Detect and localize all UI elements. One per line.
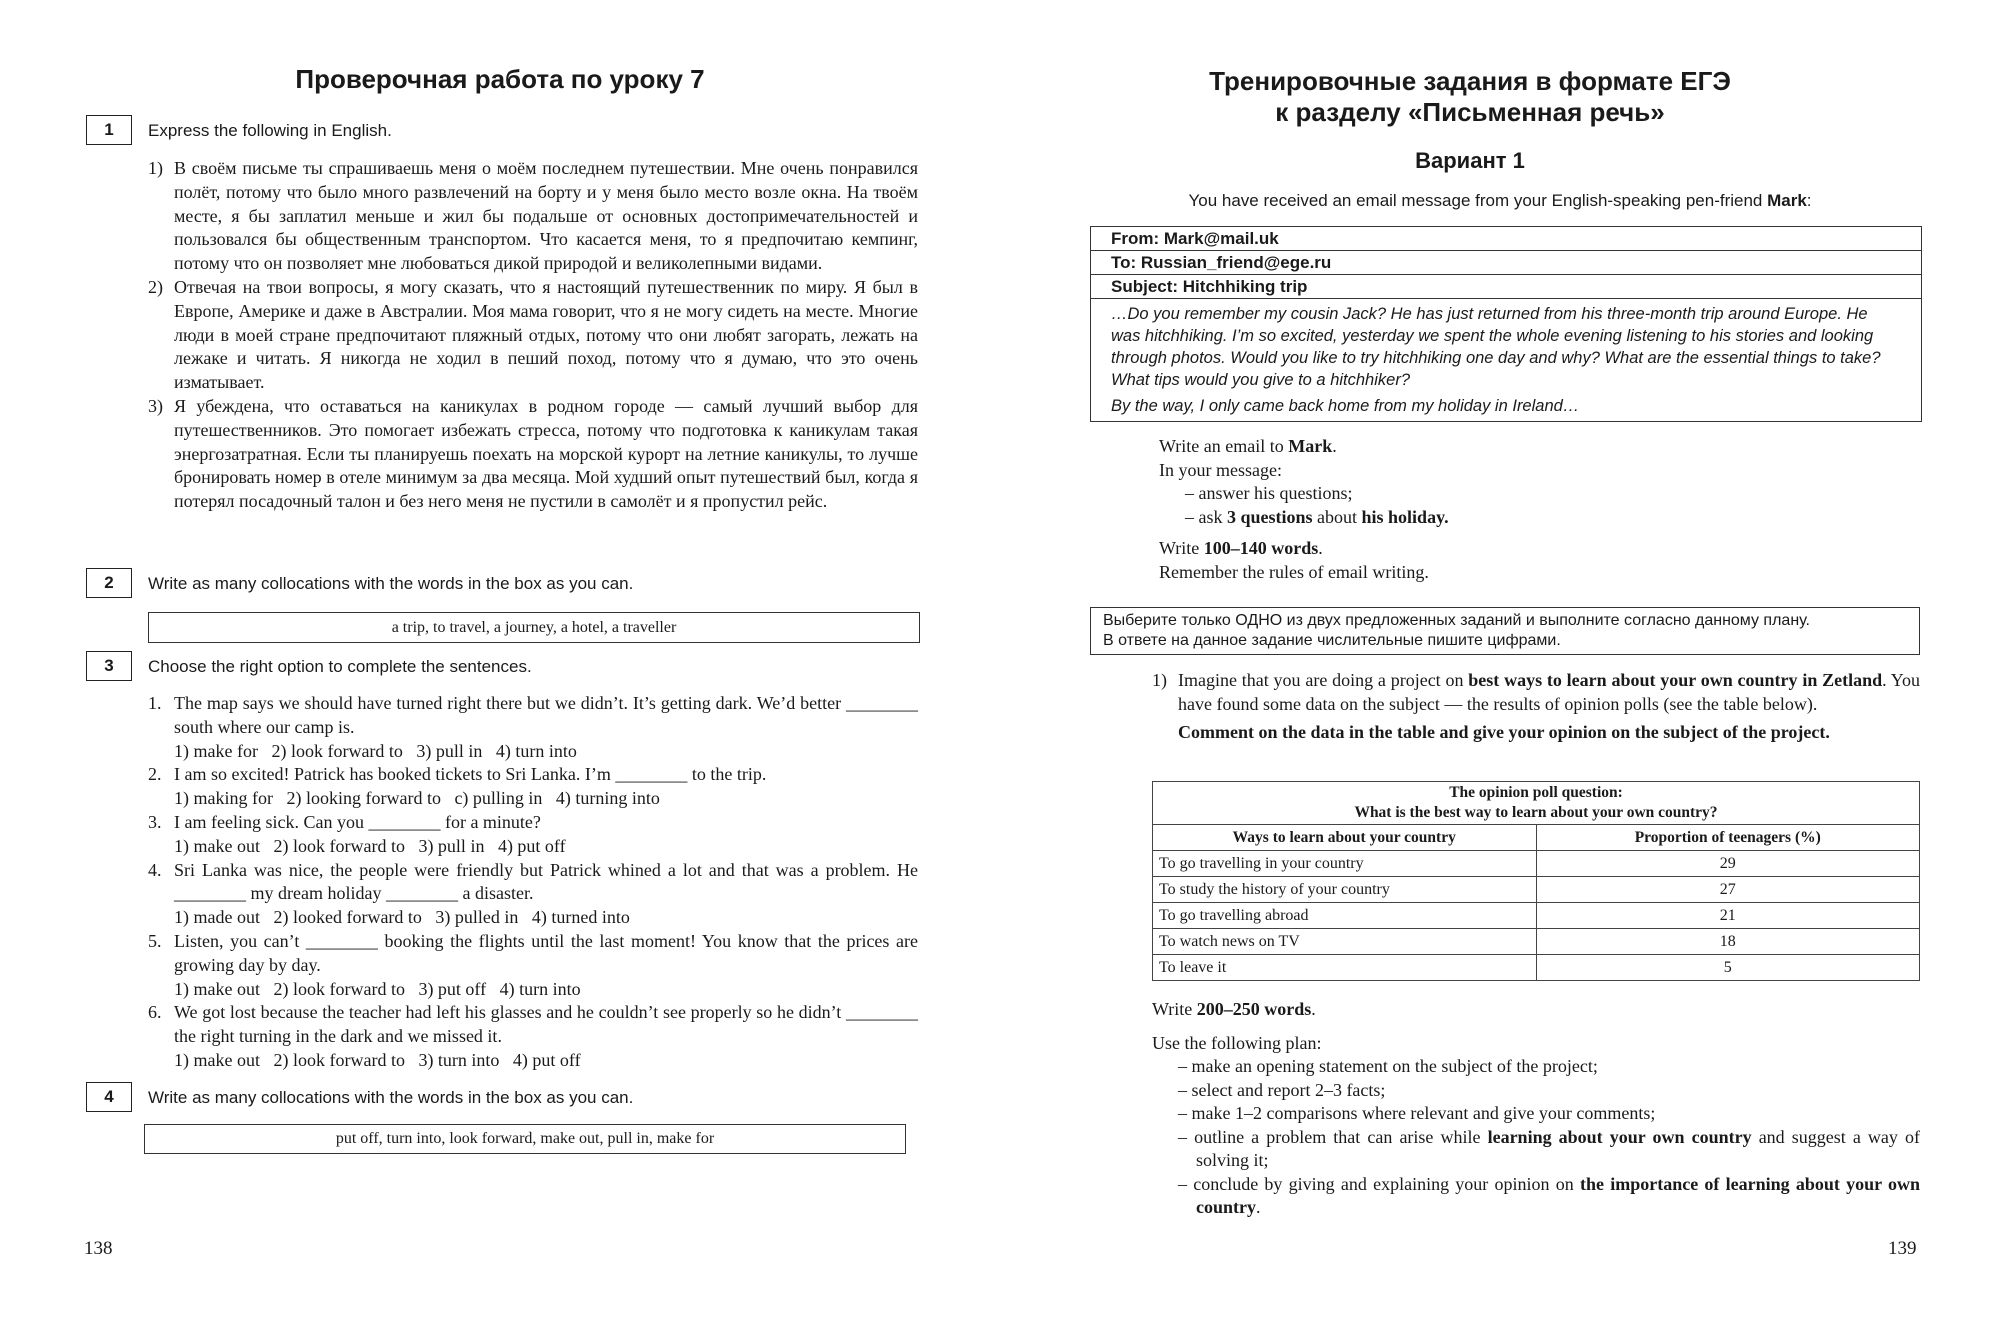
question-item: 5. Listen, you can’t ________ booking the flights until the last moment! You know that the prices are growing day by day. 1) make out 2) look forward to 3) put off 4) turn into: [148, 930, 918, 999]
question-item: 1. The map says we should have turned right there but we didn’t. It’s getting dark. We’d better ________ south where our camp is. 1) make for 2) look forward to 3) pull in 4) turn into: [148, 693, 918, 761]
page-number: 139: [1888, 1238, 1917, 1259]
task4-instruction: Write as many collocations with the words in the box as you can.: [148, 1088, 634, 1107]
task-number-4: 4: [86, 1082, 132, 1112]
task-number-3: 3: [86, 651, 132, 681]
task-number-1: 1: [86, 115, 132, 145]
email-instructions: Write an email to Mark. In your message: – answer his questions; – ask 3 questions about his holiday. Write 100–140 words. Remember the rules of email writing.: [1159, 436, 1449, 582]
list-item: 3) Я убеждена, что оставаться на каникулах в родном городе — самый лучший выбор для путешественников. Это помогает избежать стресса, потому что подготовка к каникулам такая энергозатратная. Если ты планируешь поехать на морской курорт на летние каникулы, то лучше бронировать номер в отеле минимум за два месяца. Мой худший опыт путешествий был, когда я потерял посадочный талон и без него меня не пустили в самолёт и я пропустил рейс.: [148, 395, 918, 512]
opinion-poll-table: [1152, 781, 1920, 981]
email-subject: Subject: Hitchhiking trip: [1091, 275, 1921, 299]
collocation-box-2: a trip, to travel, a journey, a hotel, a traveller: [148, 612, 920, 643]
table-row: To leave it 5: [1153, 955, 1920, 981]
table-row: To watch news on TV 18: [1153, 929, 1920, 955]
task-number-2: 2: [86, 568, 132, 598]
question-item: 6. We got lost because the teacher had left his glasses and he couldn’t see properly so he didn’t ________ the right turning in the dark and we missed it. 1) make out 2) look forward to 3) turn into 4) put off: [148, 1002, 918, 1070]
collocation-box-4: put off, turn into, look forward, make out, pull in, make for: [144, 1124, 906, 1154]
intro-line: You have received an email message from your English-speaking pen-friend Mark:: [1188, 191, 1812, 210]
table-row: To study the history of your country 27: [1153, 877, 1920, 903]
task2-instruction: Write as many collocations with the words in the box as you can.: [148, 574, 634, 593]
email-from: From: Mark@mail.uk: [1091, 227, 1921, 251]
page-title: Проверочная работа по уроку 7: [295, 64, 705, 94]
question-item: 3. I am feeling sick. Can you ________ for a minute? 1) make out 2) look forward to 3) pull in 4) put off: [148, 811, 566, 856]
email-message: [1090, 226, 1922, 422]
task3-questions: [148, 692, 918, 1073]
task3-instruction: Choose the right option to complete the sentences.: [148, 657, 532, 676]
email-to: To: Russian_friend@ege.ru: [1091, 251, 1921, 275]
task1-items: [148, 157, 918, 514]
list-item: 2) Отвечая на твои вопросы, я могу сказать, что я настоящий путешественник по миру. Я был в Европе, Америке и даже в Австралии. Моя мама говорит, что я не могу сидеть на месте. Многие люди в моей стране предпочитают пляжный отдых, потому что они любят загорать, лежать на лежаке и читать. Я никогда не ходил в пеший поход, потому что я думаю, что это очень изматывает.: [148, 276, 918, 393]
page-title: Тренировочные задания в формате ЕГЭ к разделу «Письменная речь»: [1209, 66, 1731, 127]
question-item: 4. Sri Lanka was nice, the people were friendly but Patrick whined a lot and that was a problem. He ________ my dream holiday ________ a disaster. 1) made out 2) looked forward to 3) pulled in 4) turned into: [148, 859, 918, 928]
question-item: 2. I am so excited! Patrick has booked tickets to Sri Lanka. I’m ________ to the trip. 1) making for 2) looking forward to c) pulling in 4) turning into: [148, 764, 767, 809]
table-caption-row: The opinion poll question: What is the best way to learn about your own country?: [1153, 782, 1920, 825]
task1-instruction: Express the following in English.: [148, 121, 392, 140]
right-page: [1000, 0, 2000, 1333]
email-body: …Do you remember my cousin Jack? He has just returned from his three-month trip around Europe. He was hitchhiking. I’m so excited, yesterday we spent the whole evening listening to his stories and looking through photos. Would you like to try hitchhiking one day and why? What are the essential things to take? What tips would you give to a hitchhiker? By the way, I only came back home from my holiday in Ireland…: [1111, 305, 1881, 415]
page-number: 138: [84, 1238, 113, 1259]
table-row: To go travelling abroad 21: [1153, 903, 1920, 929]
variant-heading: Вариант 1: [1415, 148, 1525, 173]
table-row: To go travelling in your country 29: [1153, 851, 1920, 877]
project-task: 1) Imagine that you are doing a project on best ways to learn about your own country in Zetland. You have found some data on the subject — the results of opinion polls (see the table below). Comment on the data in the table and give your opinion on the subject of the project.: [1152, 670, 1920, 742]
table-header-row: Ways to learn about your country Proportion of teenagers (%): [1153, 825, 1920, 851]
list-item: 1) В своём письме ты спрашиваешь меня о моём последнем путешествии. Мне очень понравился полёт, потому что было много развлечений на борту и у меня было место возле окна. На твоём месте, я бы заплатил меньше и жил бы подальше от основных достопримечательностей и пользовался бы общественным транспортом. Что касается меня, то я предпочитаю кемпинг, потому что он позволяет мне любоваться дикой природой и великолепными видами.: [148, 158, 918, 274]
choose-one-task-box: Выберите только ОДНО из двух предложенных заданий и выполните согласно данному плану. В ответе на данное задание числительные пишите цифрами.: [1090, 607, 1920, 655]
writing-plan: Write 200–250 words. Use the following plan: – make an opening statement on the subject of the project; – select and report 2–3 facts; – make 1–2 comparisons where relevant and give your comments; – outline a problem that can arise while learning about your own country and suggest a way of solving it; – conclude by giving and explaining your opinion on the importance of learning about your own country.: [1152, 999, 1921, 1217]
